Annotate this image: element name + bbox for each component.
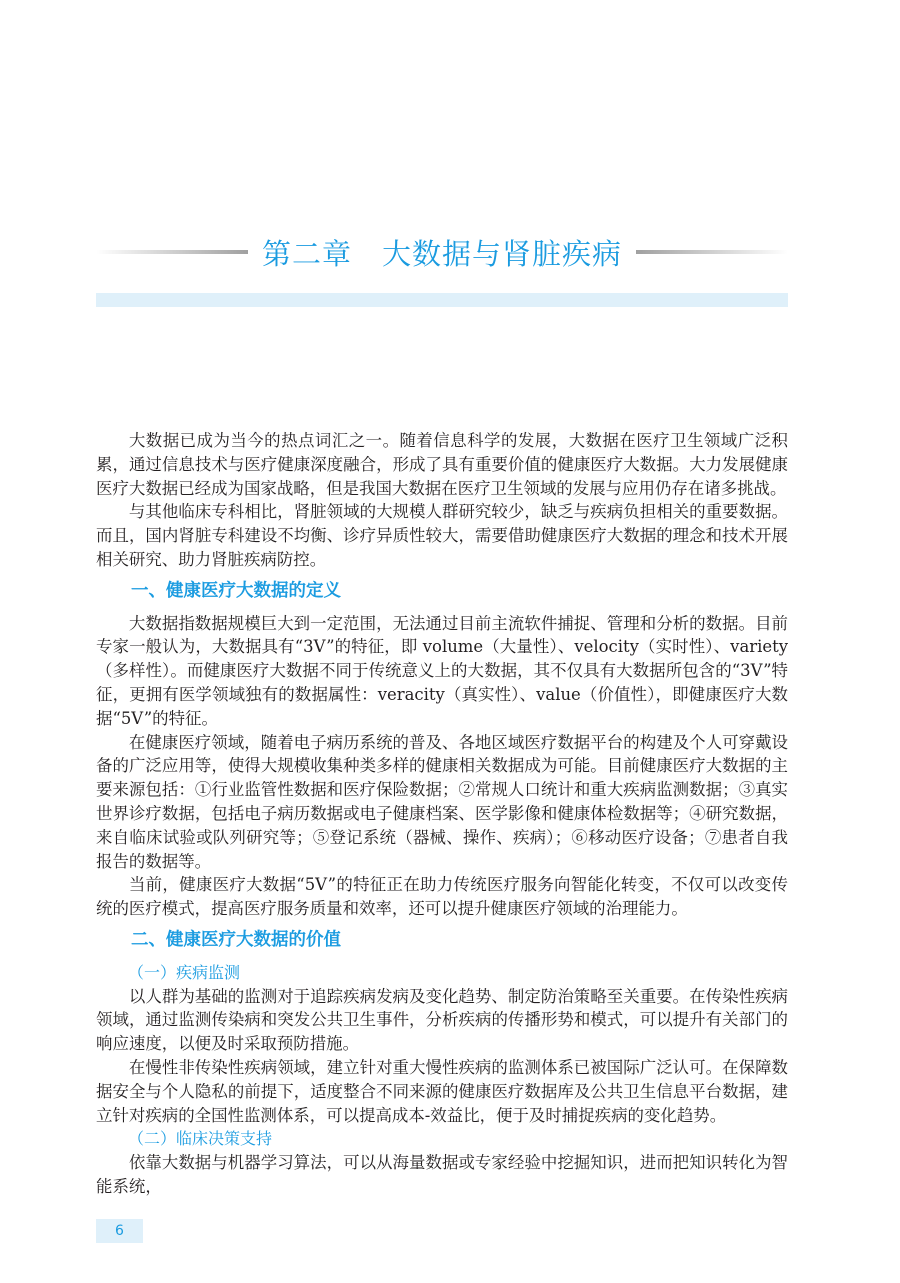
chapter-title: 第二章 大数据与肾脏疾病 xyxy=(262,236,623,271)
subsection-heading-1: （一）疾病监测 xyxy=(128,962,241,982)
sub1-paragraph-2: 在慢性非传染性疾病领域，建立针对重大慢性疾病的监测体系已被国际广泛认可。在保障数据安全与个人隐私的前提下，适度整合不同来源的健康医疗数据库及公共卫生信息平台数据，建立针对疾病的全国性监测体系，可以提高成本-效益比，便于及时捕捉疾病的变化趋势。 xyxy=(96,1057,788,1125)
sub2-paragraph-1: 依靠大数据与机器学习算法，可以从海量数据或专家经验中挖掘知识，进而把知识转化为智能系统， xyxy=(96,1153,788,1196)
intro-paragraph-1: 大数据已成为当今的热点词汇之一。随着信息科学的发展，大数据在医疗卫生领域广泛积累，通过信息技术与医疗健康深度融合，形成了具有重要价值的健康医疗大数据。大力发展健康医疗大数据已经成为国家战略，但是我国大数据在医疗卫生领域的发展与应用仍存在诸多挑战。 xyxy=(96,431,788,498)
subsection-heading-2: （二）临床决策支持 xyxy=(128,1129,273,1149)
section1-paragraph-1: 大数据指数据规模巨大到一定范围，无法通过目前主流软件捕捉、管理和分析的数据。目前专家一般认为，大数据具有“3V”的特征，即 volume（大量性）、velocity（实时性）、variety（多样性）。而健康医疗大数据不同于传统意义上的大数据，其不仅具有大数据所包含的“3V”特征，更拥有医学领域独有的数据属性：veracity（真实性）、value（价值性），即健康医疗大数据“5V”的特征。 xyxy=(96,613,788,728)
section-heading-2: 二、健康医疗大数据的价值 xyxy=(131,929,341,950)
section1-paragraph-2: 在健康医疗领域，随着电子病历系统的普及、各地区域医疗数据平台的构建及个人可穿戴设备的广泛应用等，使得大规模收集种类多样的健康相关数据成为可能。目前健康医疗大数据的主要来源包括：①行业监管性数据和医疗保险数据；②常规人口统计和重大疾病监测数据；③真实世界诊疗数据，包括电子病历数据或电子健康档案、医学影像和健康体检数据等；④研究数据，来自临床试验或队列研究等；⑤登记系统（器械、操作、疾病）；⑥移动医疗设备；⑦患者自我报告的数据等。 xyxy=(96,732,788,871)
page-number: 6 xyxy=(96,1219,143,1243)
sub1-paragraph-1: 以人群为基础的监测对于追踪疾病发病及变化趋势、制定防治策略至关重要。在传染性疾病领域，通过监测传染病和突发公共卫生事件，分析疾病的传播形势和模式，可以提升有关部门的响应速度，以便及时采取预防措施。 xyxy=(96,986,788,1054)
section-heading-1: 一、健康医疗大数据的定义 xyxy=(131,580,341,601)
section1-paragraph-3: 当前，健康医疗大数据“5V”的特征正在助力传统医疗服务向智能化转变，不仅可以改变传统的医疗模式，提高医疗服务质量和效率，还可以提升健康医疗领域的治理能力。 xyxy=(96,875,788,919)
page-body xyxy=(96,0,788,1243)
intro-paragraph-2: 与其他临床专科相比，肾脏领域的大规模人群研究较少，缺乏与疾病负担相关的重要数据。而且，国内肾脏专科建设不均衡、诊疗异质性较大，需要借助健康医疗大数据的理念和技术开展相关研究、助力肾脏疾病防控。 xyxy=(96,502,788,569)
